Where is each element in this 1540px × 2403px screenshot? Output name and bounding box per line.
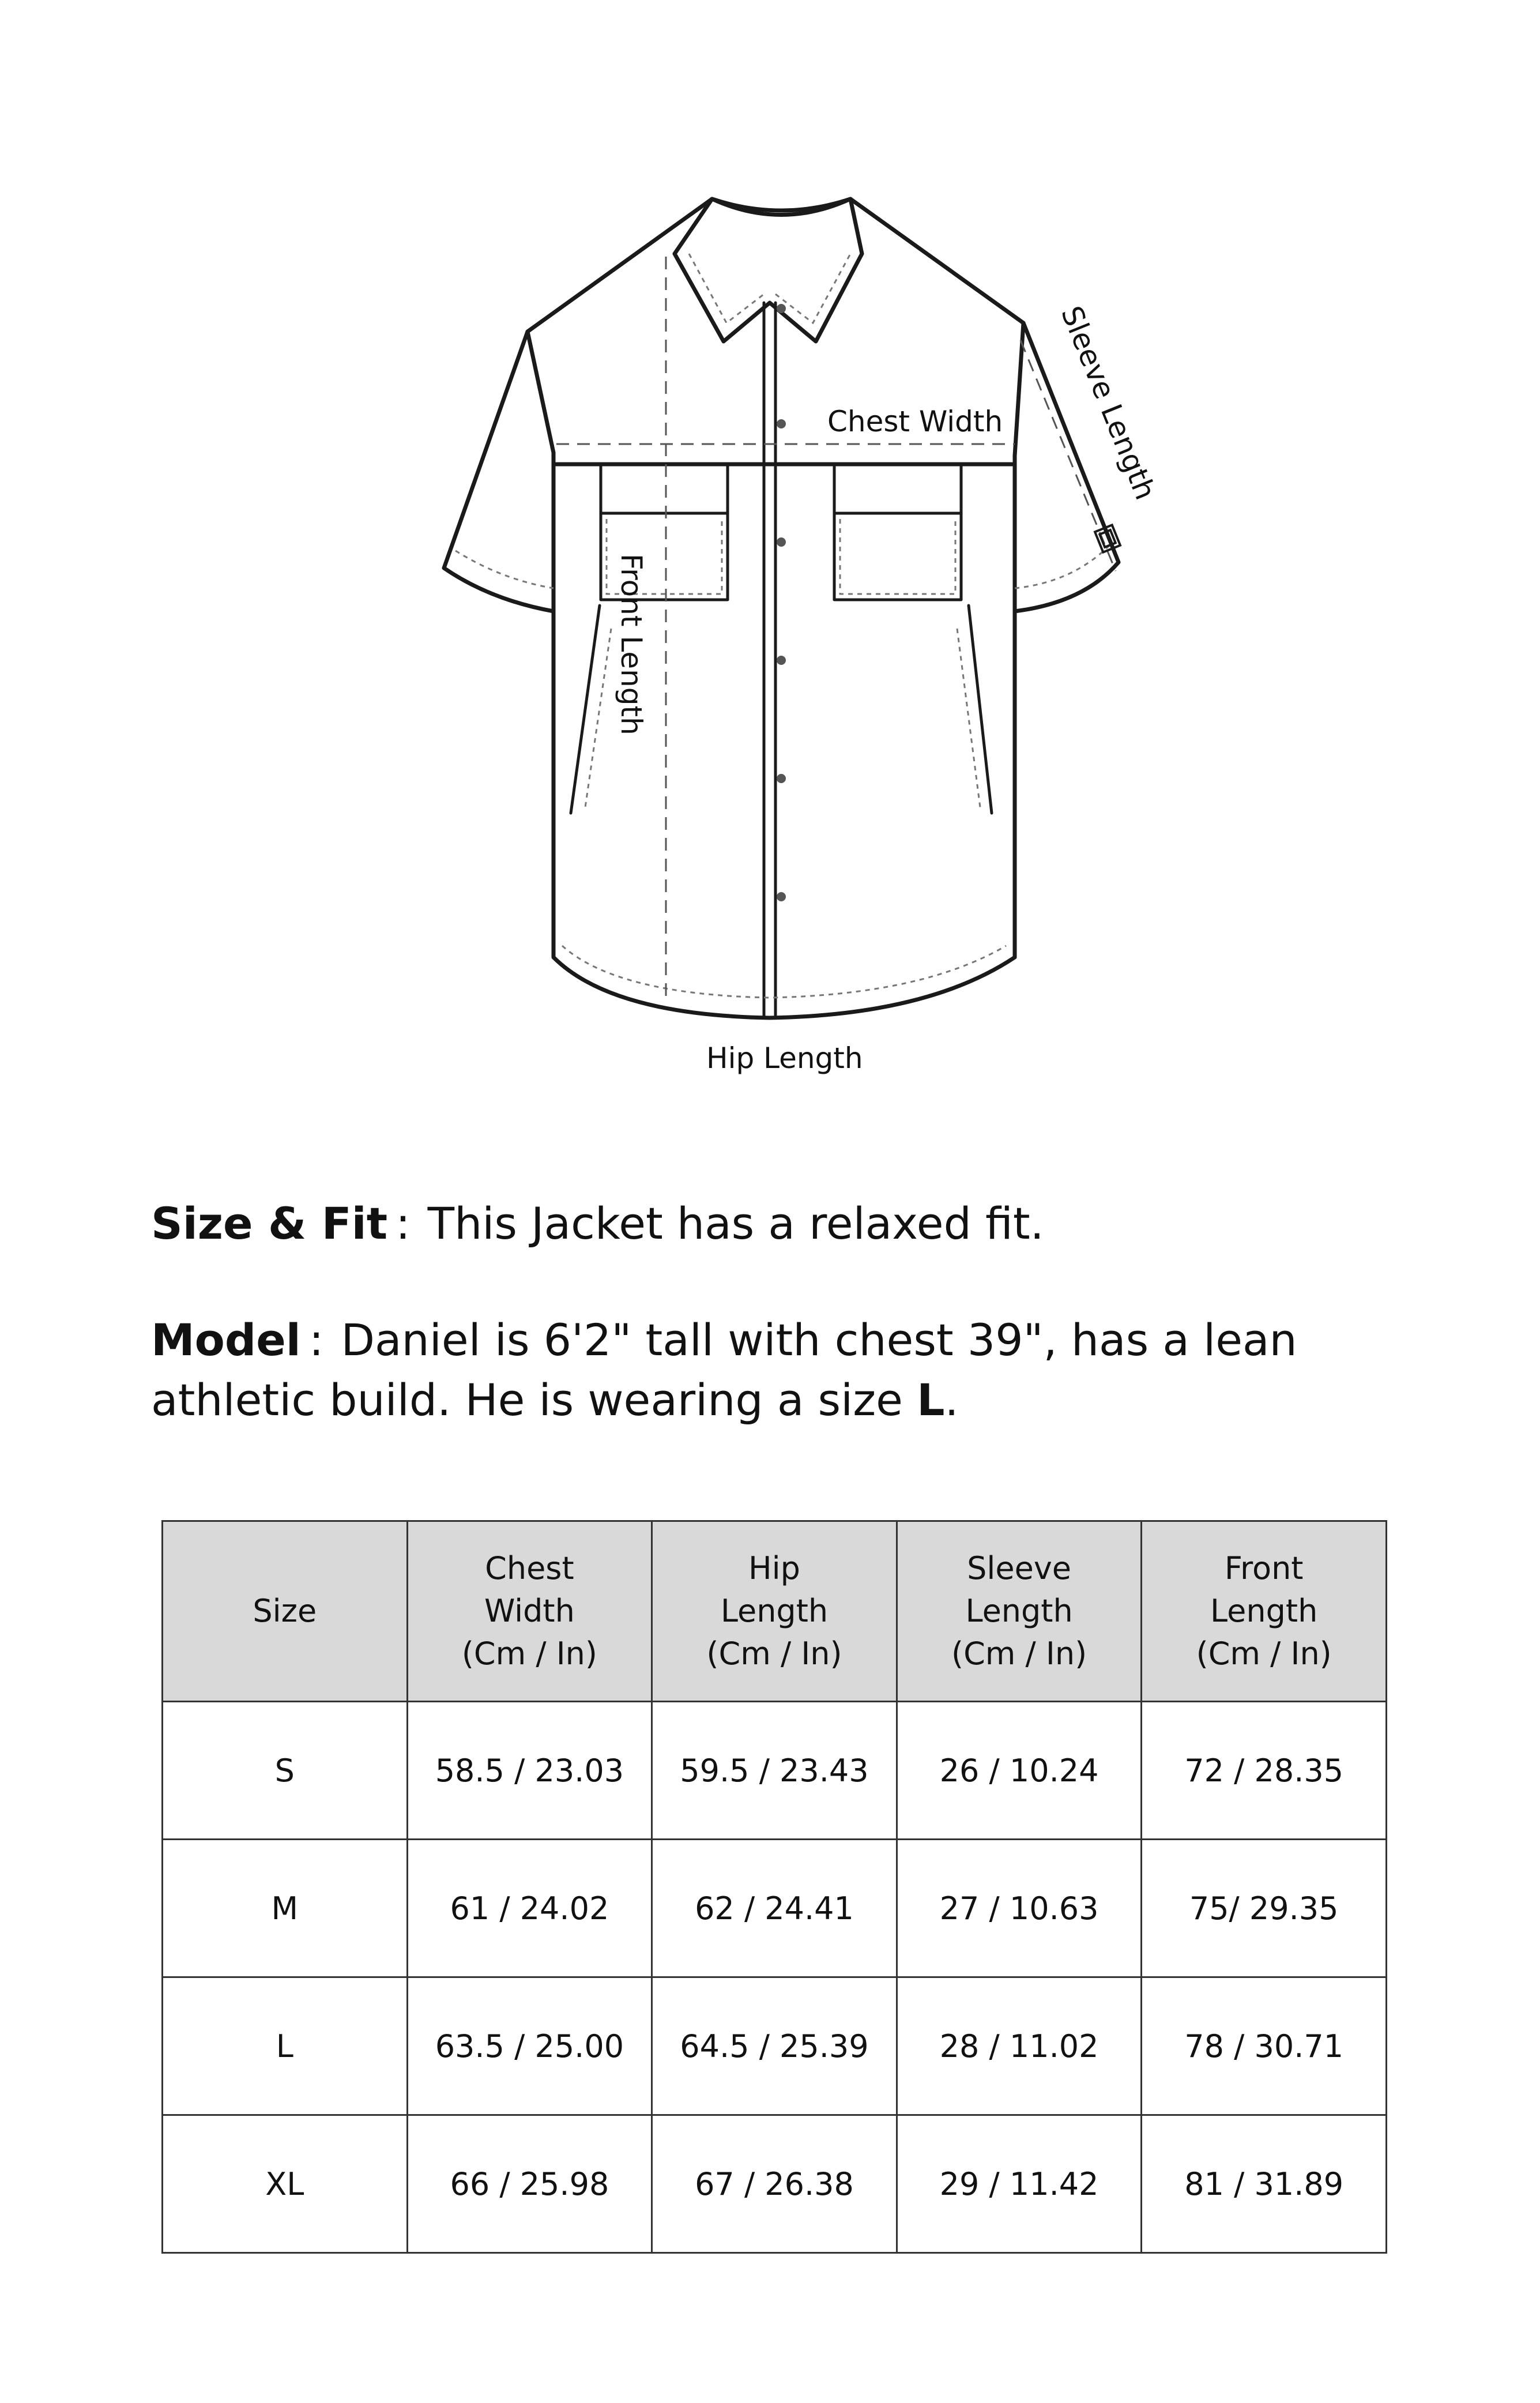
size-fit-line <box>151 1194 1419 1254</box>
right-pocket-stitching <box>840 519 955 594</box>
measurement-cell: 29 / 11.42 <box>897 2115 1142 2253</box>
size-cell: L <box>163 1977 408 2115</box>
button <box>777 892 786 901</box>
column-header-line: Length <box>720 1593 829 1629</box>
left-side-pocket <box>571 606 600 813</box>
size-cell: S <box>163 1702 408 1840</box>
size-fit-separator: : <box>396 1198 411 1249</box>
right-side-pocket-stitching <box>957 629 980 807</box>
button <box>777 537 786 547</box>
button <box>777 656 786 665</box>
front-length-label: Front Length <box>615 554 648 735</box>
left-armhole-seam <box>528 332 554 611</box>
size-chart-table <box>161 1520 1387 2254</box>
column-header-line: Sleeve <box>967 1550 1072 1586</box>
column-header-line: (Cm / In) <box>706 1635 842 1672</box>
measurement-cell: 61 / 24.02 <box>407 1840 652 1977</box>
column-header <box>652 1521 897 1702</box>
measurement-cell: 59.5 / 23.43 <box>652 1702 897 1840</box>
column-header-line: (Cm / In) <box>461 1635 597 1672</box>
measurement-cell: 64.5 / 25.39 <box>652 1977 897 2115</box>
table-row <box>163 1977 1387 2115</box>
column-header-line: Size <box>253 1593 317 1629</box>
column-header-line: Hip <box>748 1550 800 1586</box>
model-text-end: . <box>944 1374 959 1426</box>
hem-stitching <box>562 946 1006 998</box>
column-header-line: (Cm / In) <box>951 1635 1087 1672</box>
sleeve-length-label: Sleeve Length <box>1054 301 1162 505</box>
column-header-line: Chest <box>485 1550 574 1586</box>
column-header-line: (Cm / In) <box>1196 1635 1332 1672</box>
table-row <box>163 2115 1387 2253</box>
button <box>777 774 786 783</box>
chest-width-label: Chest Width <box>827 405 1003 438</box>
right-armhole-seam <box>1015 323 1023 611</box>
button <box>777 304 786 313</box>
measurement-cell: 58.5 / 23.03 <box>407 1702 652 1840</box>
size-fit-text: This Jacket has a relaxed fit. <box>427 1198 1044 1249</box>
table-row <box>163 1840 1387 1977</box>
column-header-line: Front <box>1224 1550 1304 1586</box>
collar-outline <box>675 199 862 341</box>
measurement-cell: 78 / 30.71 <box>1142 1977 1387 2115</box>
measurement-cell: 26 / 10.24 <box>897 1702 1142 1840</box>
column-header <box>407 1521 652 1702</box>
column-header-line: Length <box>965 1593 1073 1629</box>
shirt-diagram <box>0 0 1540 1130</box>
hip-length-label: Hip Length <box>706 1041 863 1075</box>
measurement-cell: 75/ 29.35 <box>1142 1840 1387 1977</box>
model-description <box>151 1310 1419 1430</box>
table-row <box>163 1702 1387 1840</box>
size-cell: M <box>163 1840 408 1977</box>
column-header <box>897 1521 1142 1702</box>
measurement-cell: 27 / 10.63 <box>897 1840 1142 1977</box>
model-text: Daniel is 6'2" tall with chest 39", has a lean athletic build. He is wearing a size <box>151 1314 1297 1426</box>
column-header <box>1142 1521 1387 1702</box>
table-header-row <box>163 1521 1387 1702</box>
column-header-line: Length <box>1210 1593 1318 1629</box>
model-size: L <box>917 1374 945 1426</box>
measurement-cell: 62 / 24.41 <box>652 1840 897 1977</box>
measurement-cell: 81 / 31.89 <box>1142 2115 1387 2253</box>
right-side-pocket <box>969 606 992 813</box>
measurement-cell: 63.5 / 25.00 <box>407 1977 652 2115</box>
button <box>777 419 786 428</box>
measurement-cell: 66 / 25.98 <box>407 2115 652 2253</box>
table-body <box>163 1702 1387 2253</box>
left-side-pocket-stitching <box>585 629 611 807</box>
model-separator: : <box>308 1314 324 1366</box>
right-pocket <box>834 464 961 600</box>
size-cell: XL <box>163 2115 408 2253</box>
model-key: Model <box>151 1314 301 1366</box>
measurement-cell: 28 / 11.02 <box>897 1977 1142 2115</box>
collar-stitching <box>689 254 764 323</box>
size-fit-key: Size & Fit <box>151 1198 388 1249</box>
column-header <box>163 1521 408 1702</box>
buttons <box>777 304 786 901</box>
measurement-cell: 72 / 28.35 <box>1142 1702 1387 1840</box>
column-header-line: Width <box>484 1593 575 1629</box>
measurement-cell: 67 / 26.38 <box>652 2115 897 2253</box>
collar-stitching-right <box>775 254 850 323</box>
